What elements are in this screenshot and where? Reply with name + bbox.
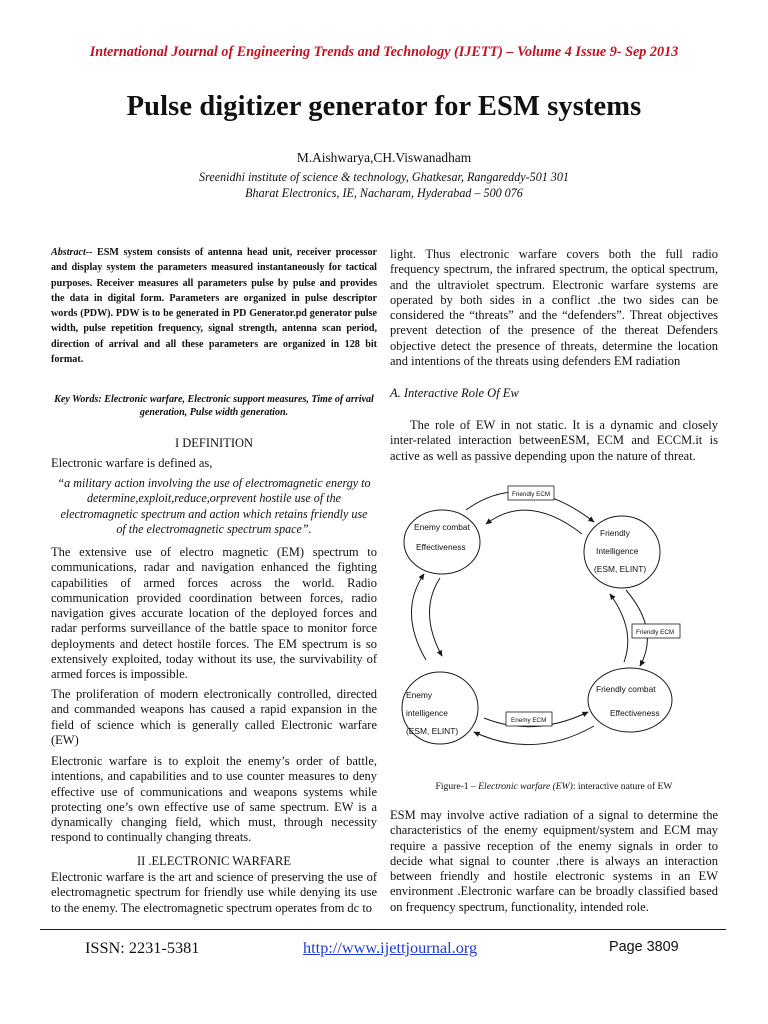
node-enemy-intel-line-2: intelligence xyxy=(406,708,448,718)
abstract-lead: Abstract-- xyxy=(51,247,93,258)
abstract-text: ESM system consists of antenna head unit, receiver processor and display system the parameters measured instantaneously for tactical purposes. Receiver measures all parameters pulse by pulse and provides the data in digital form. Parameters are organized in pulse descriptor words (PDW). PDW is to be generated in PD Generator.pd generator pulse width, pulse repetition frequency, signal strength, antenna scan period, direction of arrival and all these parameters are organized in 128 bit format. xyxy=(51,247,377,366)
journal-header: International Journal of Engineering Trends and Technology (IJETT) – Volume 4 Issue 9- Sep 2013 xyxy=(89,44,679,60)
node-enemy-combat-line-2: Effectiveness xyxy=(416,542,466,552)
abstract xyxy=(51,245,377,367)
footer-issn: ISSN: 2231-5381 xyxy=(85,938,200,957)
journal-url-link[interactable]: http://www.ijettjournal.org xyxy=(303,938,478,957)
section-heading-definition: I DEFINITION xyxy=(174,436,254,450)
arc-right-inner xyxy=(610,594,628,662)
affiliation-2: Bharat Electronics, IE, Nacharam, Hyderabad – 500 076 xyxy=(245,186,523,200)
node-friendly-intel-line-2: Intelligence xyxy=(596,546,639,556)
node-enemy-combat-line-1: Enemy combat xyxy=(414,522,470,532)
right-para-2: The role of EW in not static. It is a dynamic and closely inter-related interaction betweenESM, ECM and ECCM.it is active as well as passive depending upon the nature of threat. xyxy=(390,418,718,463)
footer-rule xyxy=(40,929,726,930)
edge-label-bottom: Enemy ECM xyxy=(511,717,547,724)
arc-left xyxy=(411,574,426,660)
arc-top-inner xyxy=(486,510,582,534)
ew-interaction-diagram xyxy=(398,470,716,770)
definition-intro: Electronic warfare is defined as, xyxy=(51,456,213,470)
subsection-heading: A. Interactive Role Of Ew xyxy=(390,386,519,400)
figure-caption-prefix: Figure-1 – xyxy=(435,781,479,792)
left-para-4: Electronic warfare is the art and science of preserving the use of electromagnetic spectrum for friendly use while denying its use to the enemy. The electromagnetic spectrum operates from dc to xyxy=(51,870,377,915)
figure-caption-suffix: : interactive nature of EW xyxy=(572,781,673,792)
node-friendly-combat-line-2: Effectiveness xyxy=(610,708,660,718)
footer-page-number: Page 3809 xyxy=(609,939,679,955)
edge-label-right: Friendly ECM xyxy=(636,629,675,636)
figure-caption xyxy=(390,781,718,792)
node-enemy-intel-line-1: Enemy xyxy=(406,690,433,700)
node-friendly-intel-line-3: (ESM, ELINT) xyxy=(594,564,647,574)
definition-quote: “a military action involving the use of electromagnetic energy to determine,exploit,reduce,orprevent hostile use of the electromagnetic spectrum and action which retains friendly use of the electromagnetic spectrum space”. xyxy=(57,476,371,536)
section-heading-ew: II .ELECTRONIC WARFARE xyxy=(136,854,292,868)
right-para-3: ESM may involve active radiation of a signal to determine the characteristics of the enemy equipment/system and ECM may require a passive reception of the enemy signals in order to decide what signal to counter .there is always an interaction between friendly and hostile electronic systems in an EW environment .Electronic warfare can be broadly classified based on frequency spectrum, functionality, intended role. xyxy=(390,808,718,914)
right-para-1: light. Thus electronic warfare covers both the full radio frequency spectrum, the infrared spectrum, the optical spectrum, and the ultraviolet spectrum. Electronic warfare systems are operated by both sides in a conflict .the two sides can be considered the “threats” and the “defenders”. Threat objectives prevent detection of the presence of the thereat Defenders objective detect the presence of threats, determine the location and intentions of the threats using defenders EM radiation xyxy=(390,247,718,369)
node-friendly-combat xyxy=(588,668,672,732)
figure-caption-italic: Electronic warfare (EW) xyxy=(478,781,573,792)
arc-bottom xyxy=(474,726,594,745)
arc-left-inner xyxy=(429,578,442,656)
affiliation-1: Sreenidhi institute of science & technology, Ghatkesar, Rangareddy-501 301 xyxy=(199,170,569,184)
keywords: Key Words: Electronic warfare, Electronic support measures, Time of arrival generation, Pulse width generation. xyxy=(54,394,374,419)
paper-authors: M.Aishwarya,CH.Viswanadham xyxy=(296,150,472,165)
node-friendly-intel-line-1: Friendly xyxy=(600,528,630,538)
edge-label-top: Friendly ECM xyxy=(512,491,551,498)
paper-title: Pulse digitizer generator for ESM systems xyxy=(126,91,642,122)
node-enemy-intel-line-3: (ESM, ELINT) xyxy=(406,726,459,736)
node-friendly-combat-line-1: Friendly combat xyxy=(596,684,656,694)
left-para-3: Electronic warfare is to exploit the enemy’s order of battle, intentions, and capabilities and to use counter measures to deny effective use of communications and weapons systems while protecting one’s own effective use of same spectrum. EW is a dynamically changing field, which must, through necessity respond to continually changing threats. xyxy=(51,754,377,845)
left-para-1: The extensive use of electro magnetic (EM) spectrum to communications, radar and navigation enhanced the fighting capabilities of armed forces across the world. Radio communication provided coordination between forces, radio navigation gives accurate location of the deployed forces and radar performs surveillance of the battle space to monitor force deployments and detect hostile forces. The EM spectrum is so extensively exploited, today without its use, the survivability of armed forces is impossible. xyxy=(51,545,377,682)
left-para-2: The proliferation of modern electronically controlled, directed and commanded weapons has caused a rapid expansion in the field of science which is generally called Electronic warfare (EW) xyxy=(51,687,377,747)
